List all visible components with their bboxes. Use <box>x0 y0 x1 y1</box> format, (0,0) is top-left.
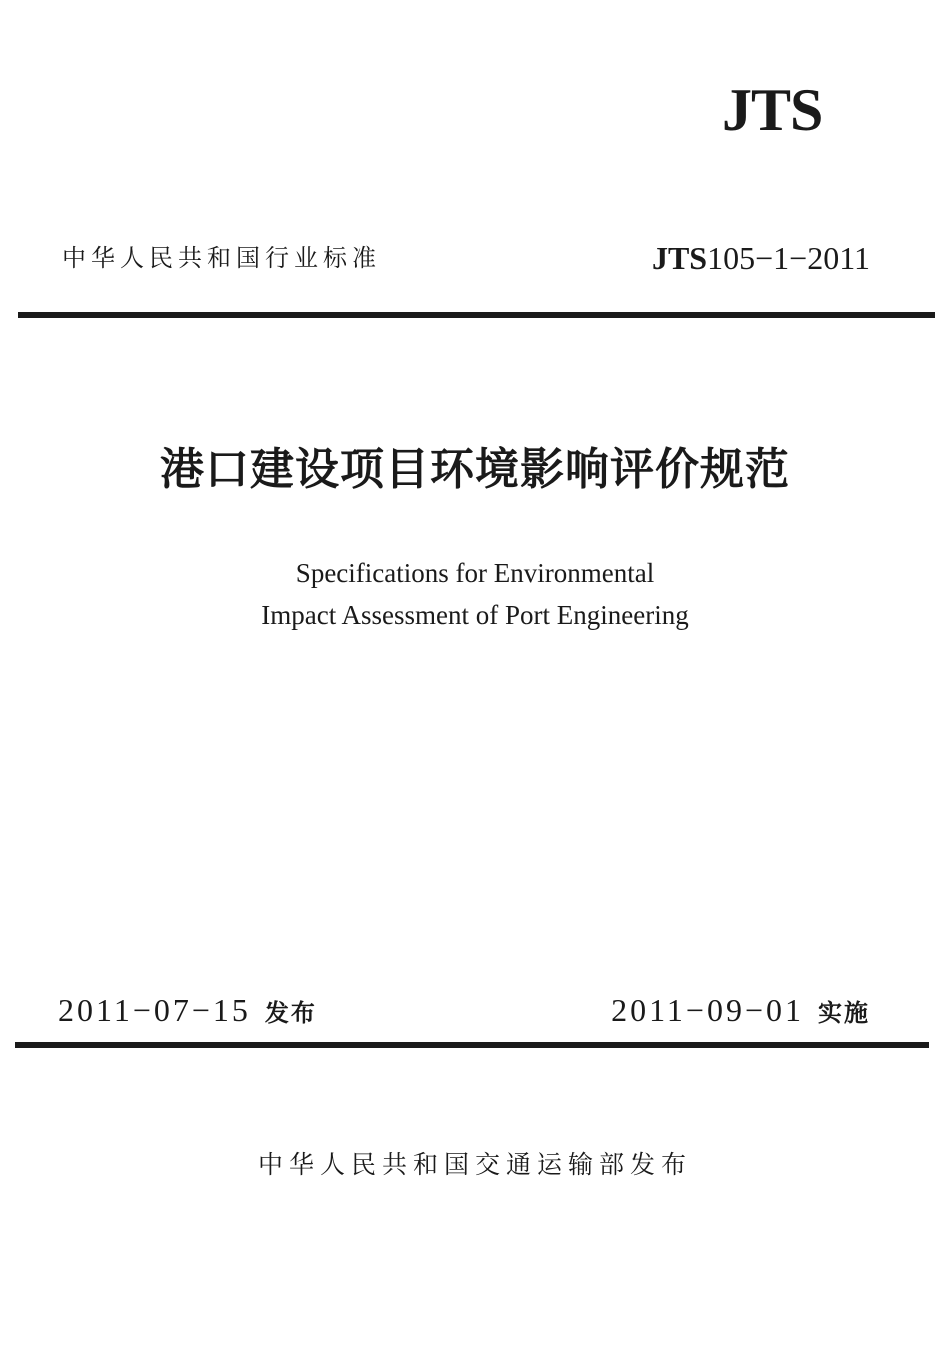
top-divider <box>18 312 935 318</box>
publisher: 中华人民共和国交通运输部发布 <box>257 1150 692 1179</box>
jts-logo: JTS <box>722 77 823 143</box>
effective-date <box>611 988 870 1035</box>
issue-date <box>58 988 317 1035</box>
standard-code-number: 105−1−2011 <box>707 240 870 276</box>
standard-code-prefix: JTS <box>651 240 708 276</box>
effective-date-label: 实施 <box>818 999 870 1027</box>
title-english-line2: Impact Assessment of Port Engineering <box>261 600 689 630</box>
issue-date-value: 2011−07−15 <box>58 992 251 1028</box>
title-english-line1: Specifications for Environmental <box>295 558 655 588</box>
effective-date-value: 2011−09−01 <box>611 992 804 1028</box>
title-chinese: 港口建设项目环境影响评价规范 <box>160 444 790 495</box>
industry-standard-label: 中华人民共和国行业标准 <box>62 244 381 272</box>
standard-code <box>652 236 870 280</box>
bottom-divider <box>15 1042 929 1048</box>
issue-date-label: 发布 <box>264 999 317 1027</box>
